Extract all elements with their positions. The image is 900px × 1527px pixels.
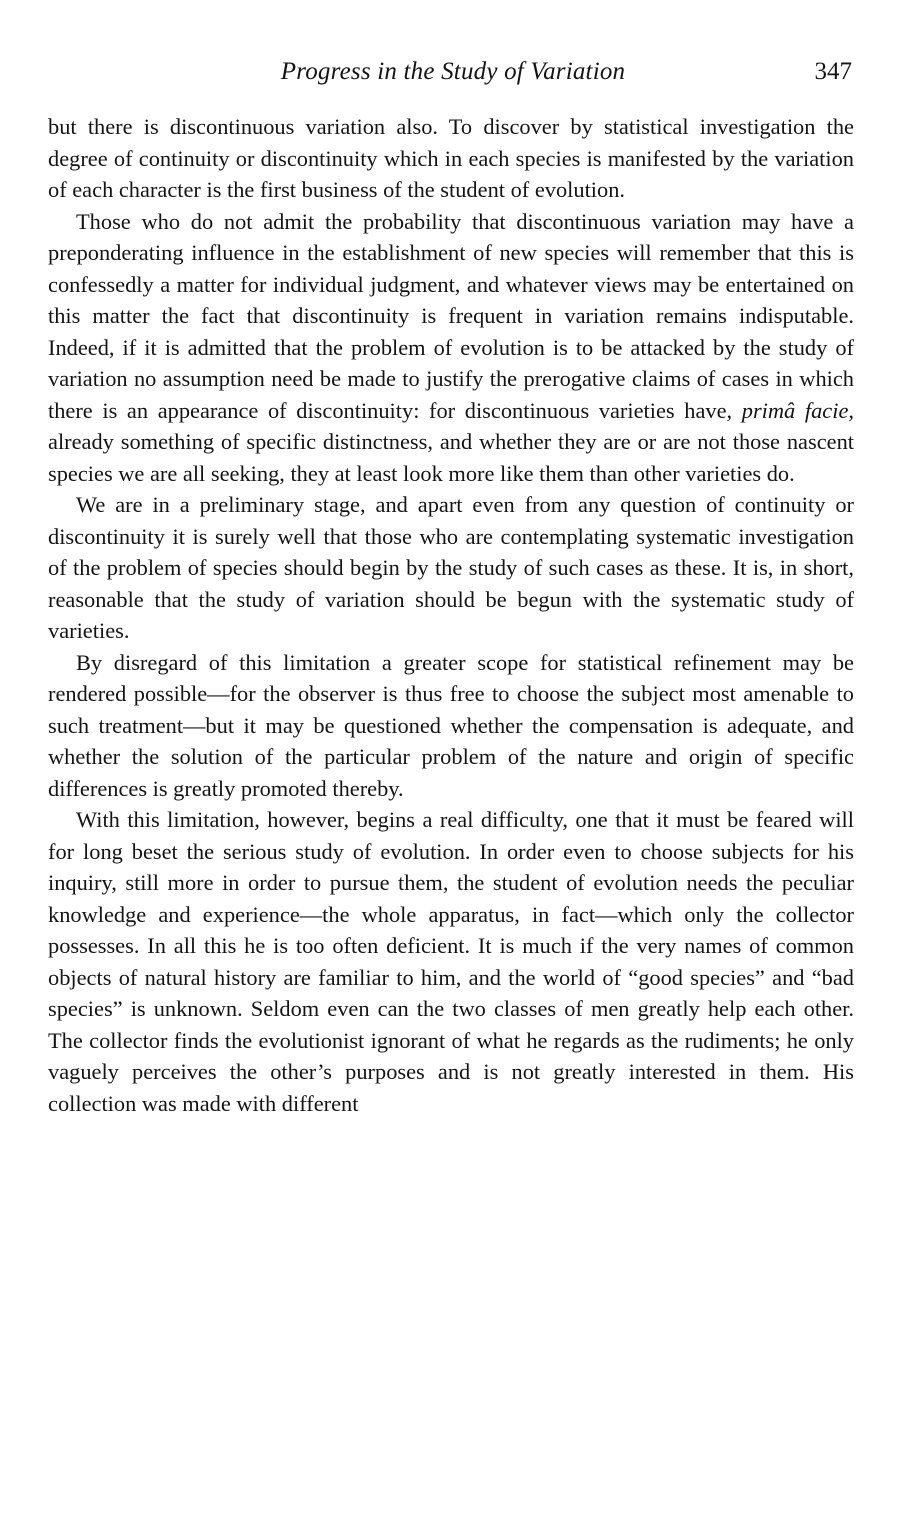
paragraph-disregard-limitation: By disregard of this limitation a greater scope for statistical refinement may be rendered possible—for the observer is thus free to choose the subject most amenable to such treatment—but it may be questioned whether the compensation is adequate, and whether the solution of the particular problem of the nature and origin of specific differences is greatly promoted thereby. <box>48 649 854 801</box>
page-number: 347 <box>814 58 852 85</box>
paragraph-real-difficulty: With this limitation, however, begins a real difficulty, one that it must be feared will for long beset the serious study of evolution. In order even to choose subjects for his inquiry, still more in order to pursue them, the student of evolution needs the peculiar knowledge and experience—the whole apparatus, in fact—which only the collector possesses. In all this he is too often deficient. It is much if the very names of common objects of natural history are familiar to him, and the world of “good species” and “bad species” is unknown. Seldom even can the two classes of men greatly help each other. The collector finds the evolutionist ignorant of what he regards as the rudiments; he only vaguely perceives the other’s purposes and is not greatly interested in them. His collection was made with different <box>48 807 854 1116</box>
running-title: Progress in the Study of Variation <box>280 58 626 85</box>
body-text <box>48 111 854 1119</box>
paragraph-discontinuous-variation <box>48 206 854 490</box>
paragraph-continuation: but there is discontinuous variation also. To discover by statistical investigation the degree of continuity or discontinuity which in each species is manifested by the variation of each character is the first business of the student of evolution. <box>48 114 854 202</box>
running-header <box>48 58 858 94</box>
italic-phrase: primâ facie, <box>741 397 854 423</box>
paragraph-text: already something of specific distinctness, and whether they are or are not those nascent species we are all seeking, they at least look more like them than other varieties do. <box>48 429 854 486</box>
paragraph-preliminary-stage: We are in a preliminary stage, and apart even from any question of continuity or discontinuity it is surely well that those who are contemplating systematic investigation of the problem of species should begin by the study of such cases as these. It is, in short, reasonable that the study of variation should be begun with the systematic study of varieties. <box>48 492 854 643</box>
paragraph-text: Those who do not admit the probability that discontinuous variation may have a preponderating influence in the establishment of new species will remember that this is confessedly a matter for individual judgment, and whatever views may be entertained on this matter the fact that discontinuity is frequent in variation remains indisputable. Indeed, if it is admitted that the problem of evolution is to be attacked by the study of variation no assumption need be made to justify the prerogative claims of cases in which there is an appearance of discontinuity: for discontinuous varieties have, <box>48 208 854 423</box>
